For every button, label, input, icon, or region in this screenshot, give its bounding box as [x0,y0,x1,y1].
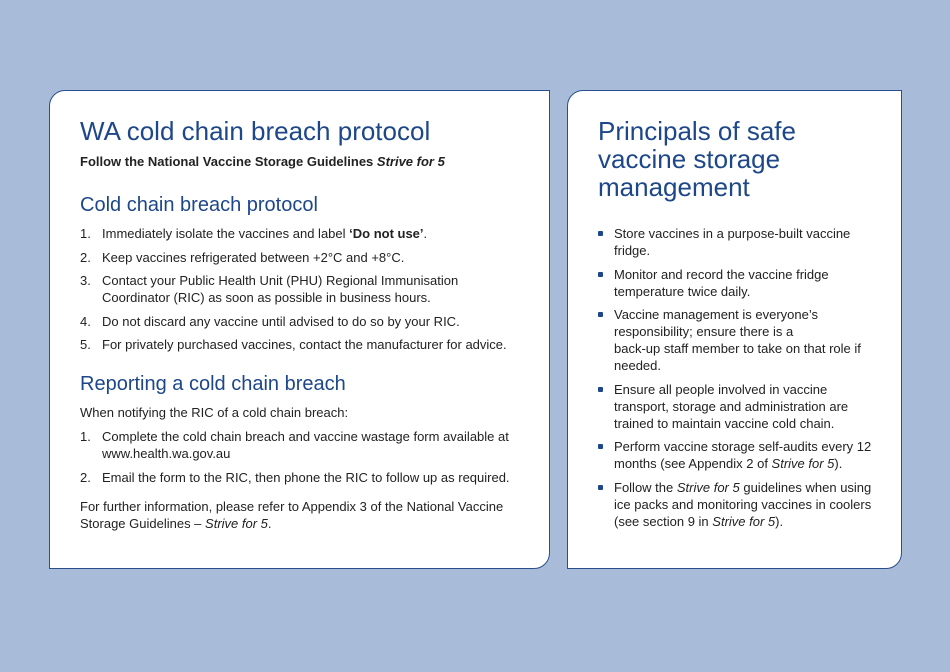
list-item [80,313,519,330]
step-number: 5. [80,337,91,352]
bullet-icon [598,312,603,317]
list-item [80,272,519,306]
bullet-icon [598,231,603,236]
step-text: Contact your Public Health Unit (PHU) Regional Immunisation Coordinator (RIC) as soon as possible in business hours. [102,273,459,305]
step-number: 4. [80,313,91,329]
step-number: 1. [80,429,91,444]
subtitle-text: Follow the National Vaccine Storage Guidelines [80,154,377,169]
list-item [80,249,519,266]
step-text: Immediately isolate the vaccines and label [102,226,350,241]
step-number: 2. [80,469,91,485]
section-title-reporting: Reporting a cold chain breach [80,373,346,395]
bullet-text: Store vaccines in a purpose-built vaccine fridge. [614,226,851,258]
bullet-icon [598,272,603,277]
storage-principles [598,225,873,530]
list-item [80,469,519,486]
subtitle [80,154,519,169]
subtitle-italic: Strive for 5 [376,154,445,169]
bullet-icon [598,444,603,449]
step-number: 1. [80,226,91,241]
section-title-protocol: Cold chain breach protocol [80,194,318,216]
list-item [598,306,873,374]
title-line: management [598,172,750,202]
bullet-italic: Strive for 5 [771,456,835,471]
bullet-text: Vaccine management is everyone’s responsibility; ensure there is a [614,307,819,339]
bullet-icon [598,387,603,392]
bullet-text-end: ). [834,456,843,471]
title-line: vaccine storage [598,144,781,174]
bullet-text: Monitor and record the vaccine fridge temperature twice daily. [614,266,829,299]
step-text-end: . [423,226,428,241]
panel-title [598,117,873,201]
list-item [80,428,519,462]
bullet-italic: Strive for 5 [712,513,776,529]
bullet-text: guidelines when using ice packs and monitoring vaccines in coolers (see section 9 in [614,479,872,529]
bullet-text: Follow the [614,479,677,495]
step-bold-text: ‘Do not use’ [349,226,424,241]
list-item [80,336,519,353]
bullet-text: Perform vaccine storage self-audits every 12 months (see Appendix 2 of [614,439,872,471]
step-text: Complete the cold chain breach and vaccine wastage form available at www.health.wa.gov.au [102,429,509,461]
step-text: Email the form to the RIC, then phone the RIC to follow up as required. [102,469,510,485]
panel-title: WA cold chain breach protocol [80,116,431,146]
list-item [598,381,873,432]
cold-chain-protocol-panel [49,90,550,569]
further-text: For further information, please refer to Appendix 3 of the National Vaccine Storage Guidelines – [80,498,504,531]
protocol-steps [80,225,519,353]
further-info [80,498,519,532]
safe-storage-panel [567,90,902,569]
list-item [598,479,873,530]
bullet-text-end: ). [775,513,784,529]
list-item [598,266,873,300]
list-item [80,225,519,242]
further-end: . [267,515,272,531]
step-text: Do not discard any vaccine until advised to do so by your RIC. [102,313,460,329]
bullet-italic: Strive for 5 [676,479,740,495]
bullet-text: Ensure all people involved in vaccine transport, storage and administration are trained to maintain vaccine cold chain. [614,381,849,431]
bullet-icon [598,485,603,490]
step-text: Keep vaccines refrigerated between +2°C and +8°C. [102,249,405,265]
reporting-steps [80,428,519,486]
bullet-text: back-up staff member to take on that role if needed. [614,341,861,373]
list-item [598,225,873,259]
step-number: 2. [80,249,91,265]
step-number: 3. [80,273,91,288]
list-item [598,438,873,472]
title-line: Principals of safe [598,116,796,146]
further-italic: Strive for 5 [205,515,268,531]
step-text: For privately purchased vaccines, contact the manufacturer for advice. [102,337,507,352]
reporting-intro: When notifying the RIC of a cold chain breach: [80,405,349,420]
